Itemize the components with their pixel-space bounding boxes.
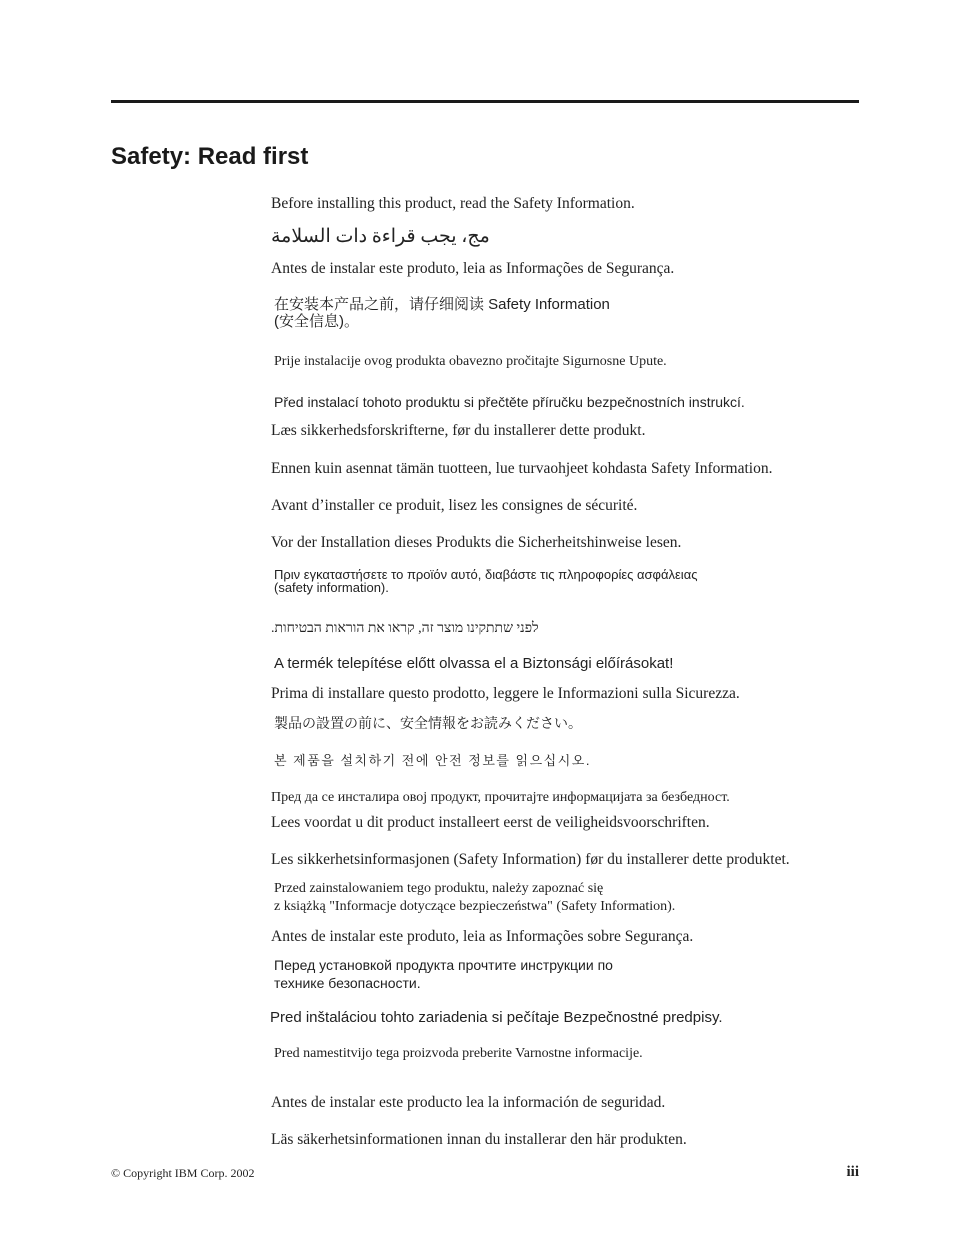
paragraph-hungarian: A termék telepítése előtt olvassa el a Biztonsági előírásokat! — [274, 655, 674, 672]
paragraph-croatian: Prije instalacije ovog produkta obavezno pročitajte Sigurnosne Upute. — [274, 354, 667, 369]
page-number: iii — [846, 1164, 859, 1180]
paragraph-finnish: Ennen kuin asennat tämän tuotteen, lue turvaohjeet kohdasta Safety Information. — [271, 460, 773, 477]
paragraph-german: Vor der Installation dieses Produkts die Sicherheitshinweise lesen. — [271, 534, 682, 551]
paragraph-korean: 본 제품을 설치하기 전에 안전 정보를 읽으십시오. — [274, 753, 591, 768]
paragraph-french: Avant d’installer ce produit, lisez les consignes de sécurité. — [271, 497, 638, 514]
paragraph-hebrew: לפני שתתקינו מוצר זה, קראו את הוראות הבטיחות. — [271, 621, 539, 636]
paragraph-polish-line1: Przed zainstalowaniem tego produktu, należy zapoznać się — [274, 881, 604, 896]
page-title: Safety: Read first — [111, 143, 309, 170]
header-rule — [111, 100, 859, 103]
paragraph-macedonian: Пред да се инсталира овој продукт, прочитајте информацијата за безбедност. — [271, 790, 730, 805]
paragraph-greek-line1: Πριν εγκαταστήσετε το προϊόν αυτό, διαβάστε τις πληροφορίες ασφάλειας — [274, 567, 698, 582]
copyright-notice: © Copyright IBM Corp. 2002 — [111, 1166, 255, 1180]
paragraph-greek-line2: (safety information). — [274, 580, 389, 595]
paragraph-chinese-simplified-line1: 在安装本产品之前，请仔细阅读 Safety Information — [274, 296, 610, 313]
paragraph-spanish: Antes de instalar este producto lea la información de seguridad. — [271, 1094, 666, 1111]
paragraph-arabic: مج، يجب قراءة دات السلامة — [271, 226, 490, 247]
paragraph-dutch: Lees voordat u dit product installeert eerst de veiligheidsvoorschriften. — [271, 814, 710, 831]
paragraph-russian-line1: Перед установкой продукта прочтите инструкции по — [274, 957, 613, 973]
paragraph-portuguese-brazil: Antes de instalar este produto, leia as Informações de Segurança. — [271, 260, 675, 277]
paragraph-japanese: 製品の設置の前に、安全情報をお読みください。 — [274, 715, 582, 731]
paragraph-czech: Před instalací tohoto produktu si přečtěte příručku bezpečnostních instrukcí. — [274, 394, 745, 410]
paragraph-italian: Prima di installare questo prodotto, leggere le Informazioni sulla Sicurezza. — [271, 685, 740, 702]
paragraph-swedish: Läs säkerhetsinformationen innan du installerar den här produkten. — [271, 1131, 687, 1148]
paragraph-slovenian: Pred namestitvijo tega proizvoda preberite Varnostne informacije. — [274, 1046, 643, 1061]
paragraph-russian-line2: технике безопасности. — [274, 975, 421, 991]
paragraph-english: Before installing this product, read the Safety Information. — [271, 195, 635, 212]
paragraph-portuguese: Antes de instalar este produto, leia as Informações sobre Segurança. — [271, 928, 694, 945]
paragraph-chinese-simplified-line2: (安全信息)。 — [274, 313, 359, 330]
paragraph-danish: Læs sikkerhedsforskrifterne, før du installerer dette produkt. — [271, 422, 646, 439]
paragraph-slovak: Pred inštaláciou tohto zariadenia si pečítaje Bezpečnostné predpisy. — [270, 1009, 723, 1026]
paragraph-norwegian: Les sikkerhetsinformasjonen (Safety Information) før du installerer dette produktet. — [271, 851, 790, 868]
paragraph-polish-line2: z książką "Informacje dotyczące bezpieczeństwa" (Safety Information). — [274, 899, 676, 914]
